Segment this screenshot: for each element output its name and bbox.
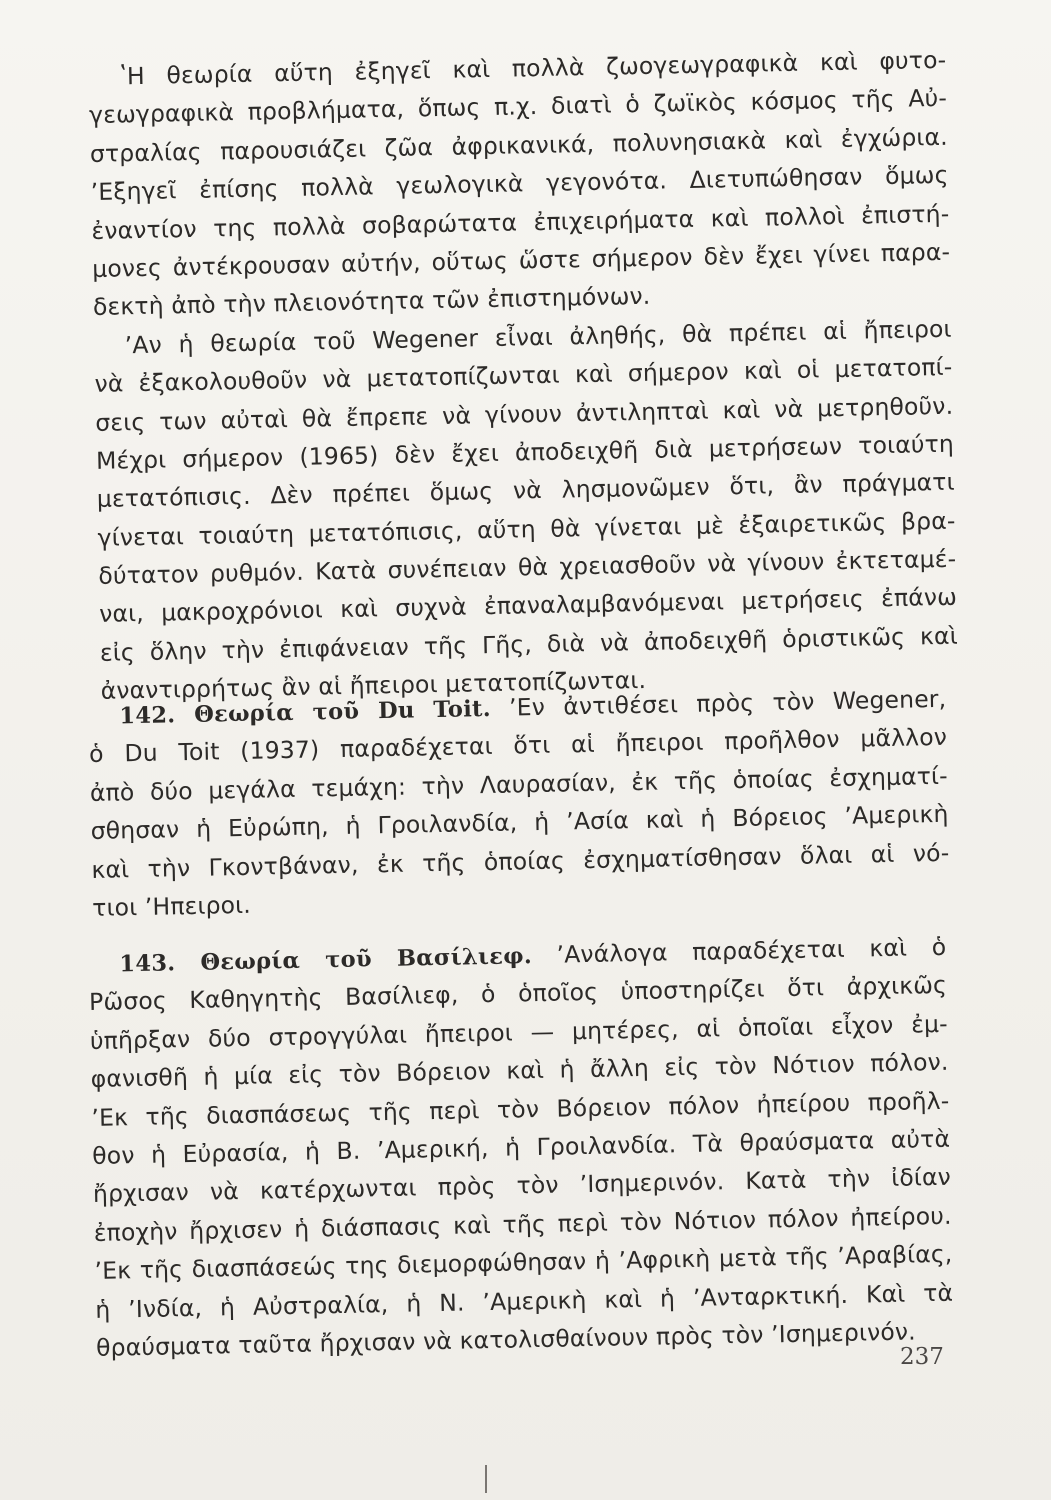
text-line: ἐποχὴν ἤρχισεν ἡ διάσπασις καὶ τῆς περὶ τὸν Νότιον πόλον ἠπείρου. xyxy=(93,1201,952,1247)
text-line: ʼΕξηγεῖ ἐπίσης πολλὰ γεωλογικὰ γεγονότα. Διετυπώθησαν ὅμως xyxy=(90,160,949,207)
text-line: ʼΕκ τῆς διασπάσεως τῆς περὶ τὸν Βόρειον πόλον ἠπείρου προῆλ- xyxy=(91,1086,950,1132)
text-line: Μέχρι σήμερον (1965) δὲν ἔχει ἀποδειχθῆ διὰ μετρήσεων τοιαύτη xyxy=(95,429,955,475)
text-line: στραλίας παρουσιάζει ζῶα ἀφρικανικά, πολυνησιακὰ καὶ ἐγχώρια. xyxy=(89,122,949,168)
text-line: ʽΗ θεωρία αὕτη ἐξηγεῖ καὶ πολλὰ ζωογεωγραφικὰ καὶ φυτο- xyxy=(119,45,947,91)
text-line: γίνεται τοιαύτη μετατόπισις, αὕτη θὰ γίνεται μὲ ἐξαιρετικῶς βρα- xyxy=(97,506,956,552)
text-line: ἤρχισαν νὰ κατέρχωνται πρὸς τὸν ʼΙσημερινόν. Κατὰ τὴν ἰδίαν xyxy=(92,1163,952,1209)
text-line: μετατόπισις. Δὲν πρέπει ὅμως νὰ λησμονῶμεν ὅτι, ἂν πράγματι xyxy=(96,467,955,514)
text-line: μονες ἀντέκρουσαν αὐτήν, οὕτως ὥστε σήμερον δὲν ἔχει γίνει παρα- xyxy=(91,237,951,283)
section-143-first-line-text: ʼΑνάλογα παραδέχεται καὶ ὁ xyxy=(556,932,947,969)
text-line: ἡ ʼΙνδία, ἡ Αὐστραλία, ἡ Ν. ʼΑμερικὴ καὶ ἡ ʼΑνταρκτική. Καὶ τὰ xyxy=(95,1278,954,1324)
text-line: ὑπῆρξαν δύο στρογγύλαι ἤπειροι — μητέρες, αἱ ὁποῖαι εἶχον ἐμ- xyxy=(89,1009,949,1055)
section-142-first-line-text: ʼΕν ἀντιθέσει πρὸς τὸν Wegener, xyxy=(508,684,947,722)
text-line: δύτατον ρυθμόν. Κατὰ συνέπειαν θὰ χρειασθοῦν νὰ γίνουν ἐκτεταμέ- xyxy=(98,544,957,590)
text-line: θον ἡ Εὐρασία, ἡ Β. ʼΑμερική, ἡ Γροιλανδία. Τὰ θραύσματα αὐτὰ xyxy=(91,1124,951,1170)
text-line: φανισθῆ ἡ μία εἰς τὸν Βόρειον καὶ ἡ ἄλλη εἰς τὸν Νότιον πόλον. xyxy=(90,1047,949,1094)
binding-mark xyxy=(485,1465,487,1493)
text-line: σεις των αὐταὶ θὰ ἔπρεπε νὰ γίνουν ἀντιληπταὶ καὶ νὰ μετρηθοῦν. xyxy=(95,391,954,437)
text-line: νὰ ἐξακολουθοῦν νὰ μετατοπίζωνται καὶ σήμερον καὶ οἱ μετατοπί- xyxy=(94,352,953,399)
section-143-heading: 143. Θεωρία τοῦ Βασίλιεφ. xyxy=(119,943,533,978)
text-line: ἐναντίον της πολλὰ σοβαρώτατα ἐπιχειρήματα καὶ πολλοὶ ἐπιστή- xyxy=(91,199,950,245)
text-line: τιοι ʼΗπειροι. xyxy=(91,890,252,922)
page-number: 237 xyxy=(900,1344,944,1370)
text-line: ʼΑν ἡ θεωρία τοῦ Wegener εἶναι ἀληθής, θὰ πρέπει αἱ ἤπειροι xyxy=(124,314,952,360)
paragraph-wegener-consequences xyxy=(88,41,959,711)
text-line: Ρῶσος Καθηγητὴς Βασίλιεφ, ὁ ὁποῖος ὑποστηρίζει ὅτι ἀρχικῶς xyxy=(88,971,948,1017)
section-143-vasiliev xyxy=(88,928,954,1367)
section-142-heading: 142. Θεωρία τοῦ Du Toit. xyxy=(119,695,492,730)
text-line: ναι, μακροχρόνιοι καὶ συχνὰ ἐπαναλαμβανόμεναι μετρήσεις ἐπάνω xyxy=(98,583,958,629)
text-line: ἀναντιρρήτως ἂν αἱ ἤπειροι μετατοπίζωνται. xyxy=(100,666,647,706)
text-line: γεωγραφικὰ προβλήματα, ὅπως π.χ. διατὶ ὁ ζωϊκὸς κόσμος τῆς Αὐ- xyxy=(88,84,948,130)
text-line: καὶ τὴν Γκοντβάναν, ἐκ τῆς ὁποίας ἐσχηματίσθησαν ὅλαι αἱ νό- xyxy=(91,838,950,884)
section-142-du-toit xyxy=(88,680,950,928)
text-line: σθησαν ἡ Εὐρώπη, ἡ Γροιλανδία, ἡ ʼΑσία καὶ ἡ Βόρειος ʼΑμερικὴ xyxy=(90,799,949,846)
text-line: ʼΕκ τῆς διασπάσεώς της διεμορφώθησαν ἡ ʼΑφρικὴ μετὰ τῆς ʼΑραβίας, xyxy=(94,1239,953,1286)
text-line: δεκτὴ ἀπὸ τὴν πλειονότητα τῶν ἐπιστημόνων. xyxy=(92,282,651,322)
text-line: εἰς ὅλην τὴν ἐπιφάνειαν τῆς Γῆς, διὰ νὰ ἀποδειχθῆ ὁριστικῶς καὶ xyxy=(99,621,959,667)
text-line: ὁ Du Toit (1937) παραδέχεται ὅτι αἱ ἤπειροι προῆλθον μᾶλλον xyxy=(88,723,948,769)
text-line: θραύσματα ταῦτα ἤρχισαν νὰ κατολισθαίνουν πρὸς τὸν ʼΙσημερινόν. xyxy=(95,1317,917,1362)
text-line: ἀπὸ δύο μεγάλα τεμάχη: τὴν Λαυρασίαν, ἐκ τῆς ὁποίας ἐσχηματί- xyxy=(89,761,949,807)
